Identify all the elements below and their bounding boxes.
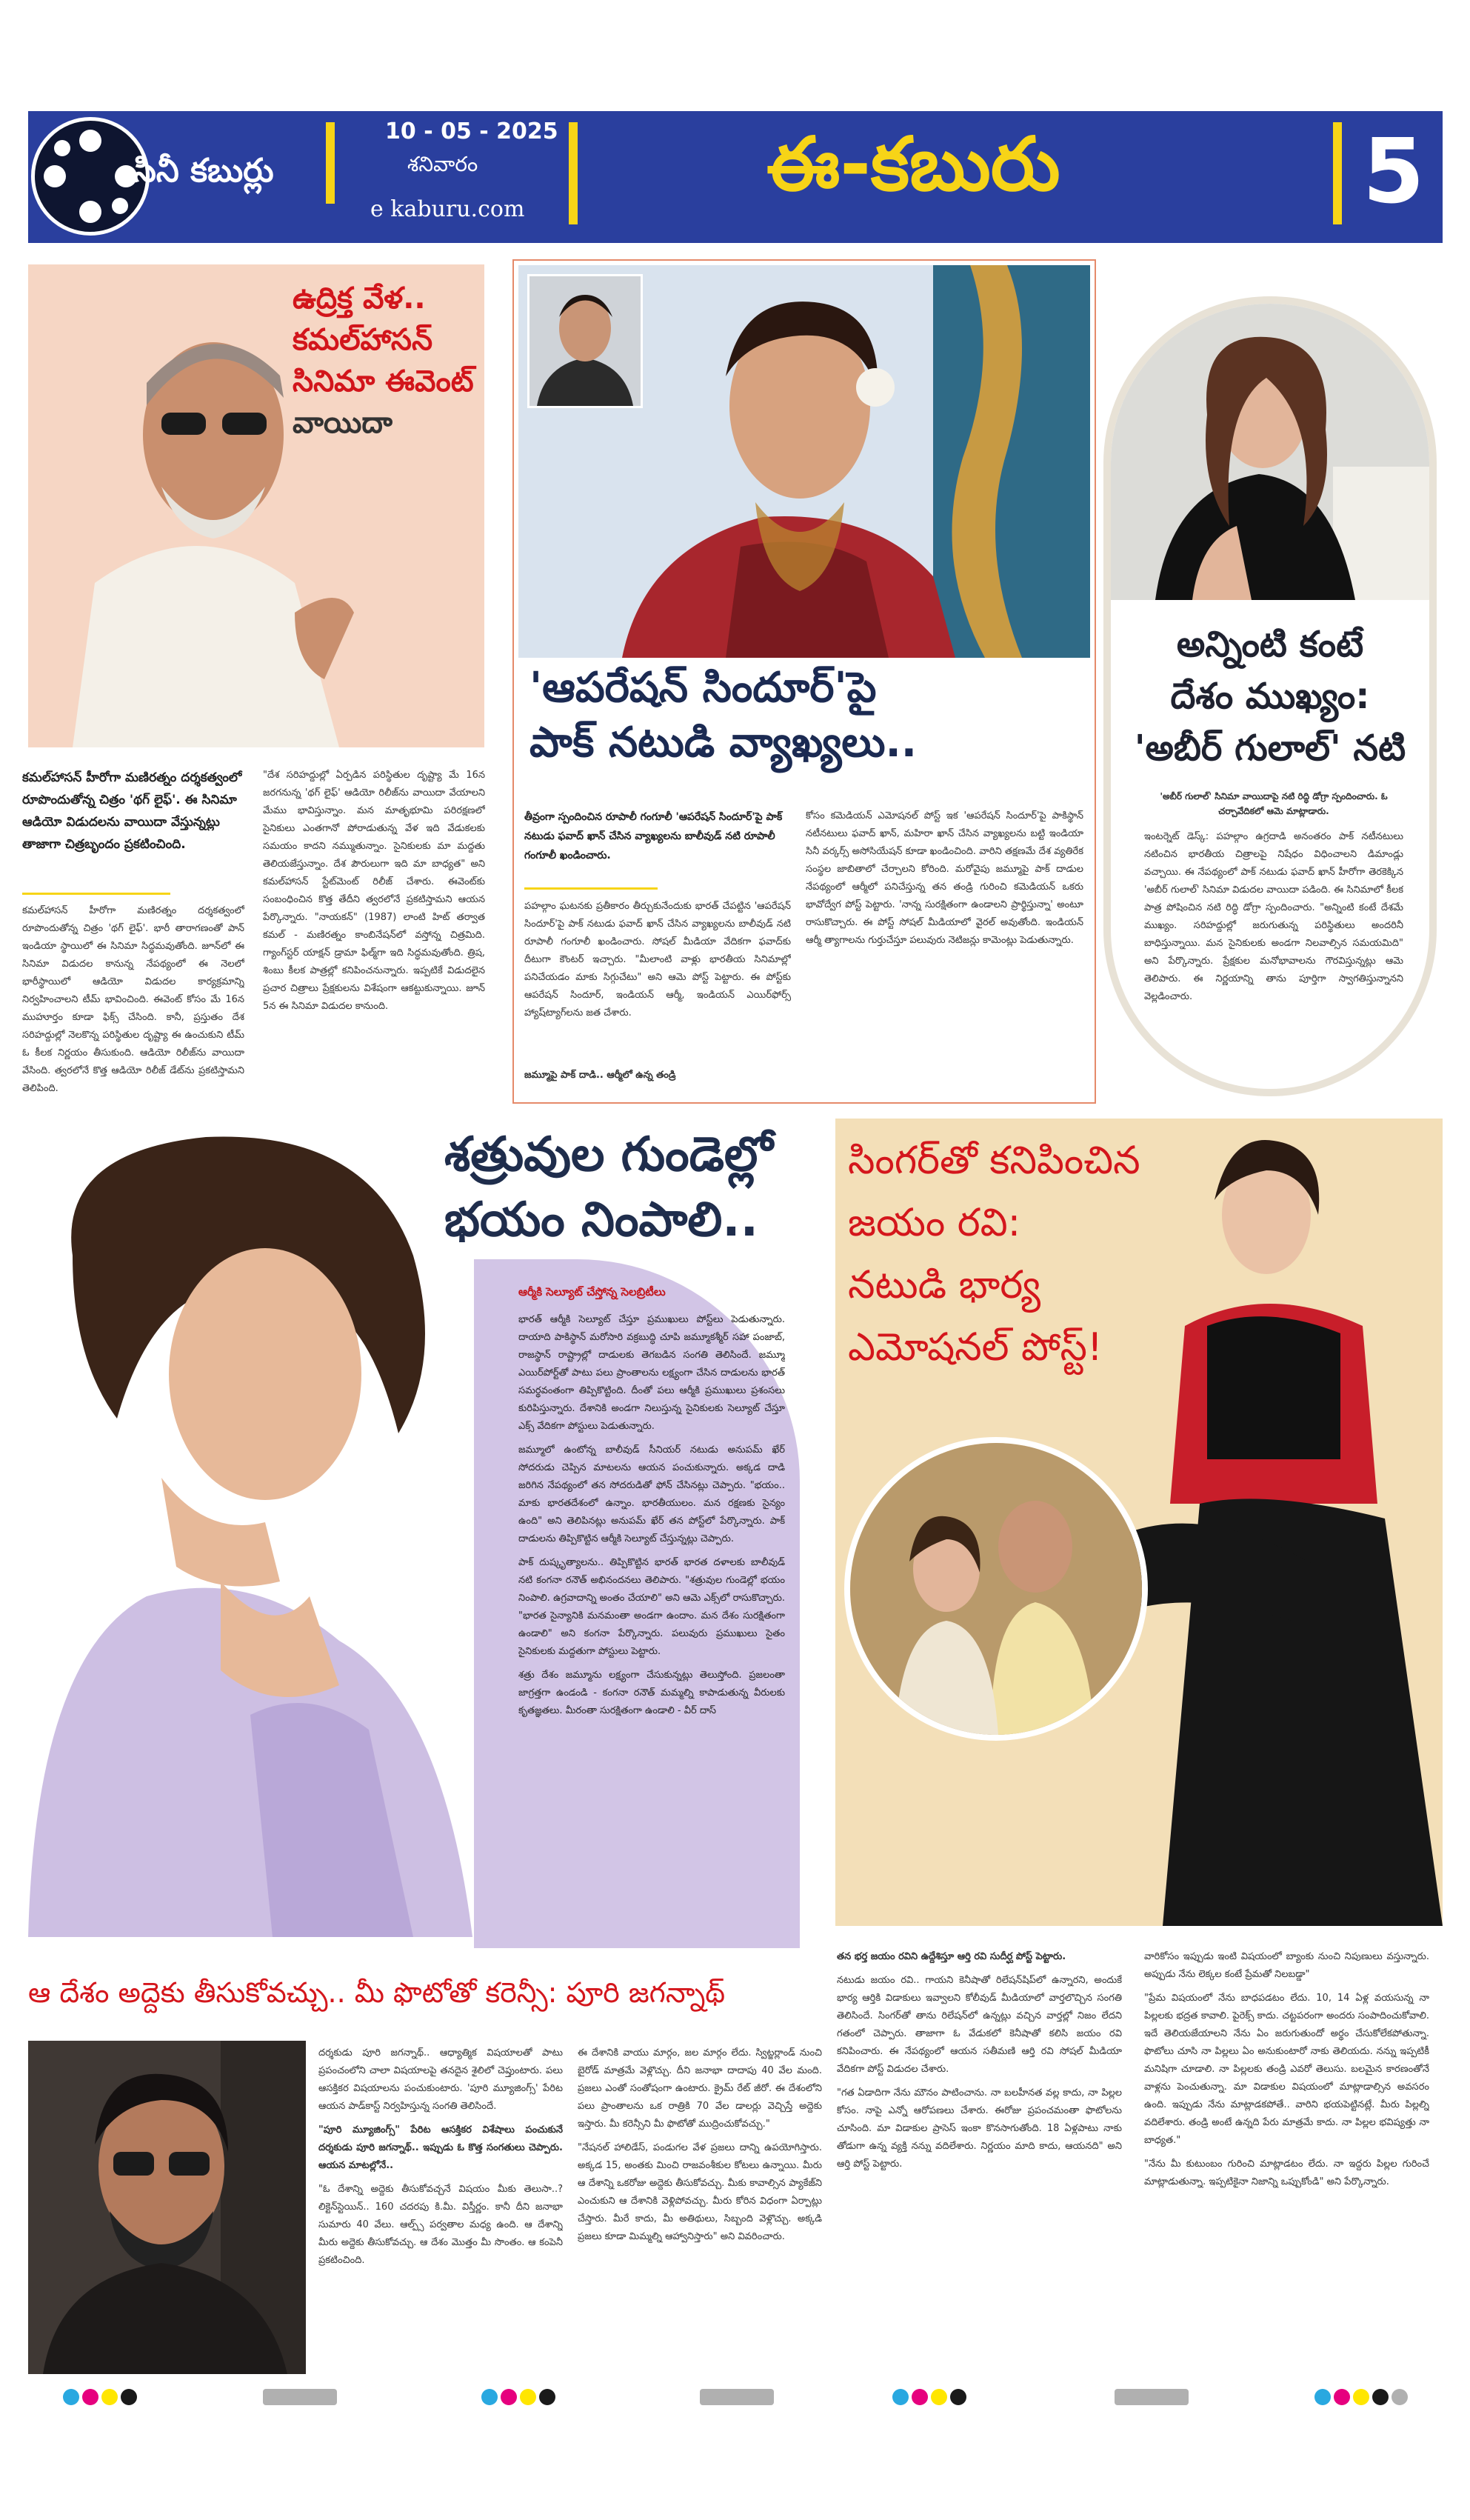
kamal-headline-line: ఉద్రిక్త వేళ.. [293, 281, 426, 316]
print-color-marks [481, 2389, 558, 2408]
kangana-subhead: ఆర్మీకి సెల్యూట్ చేస్తోన్న సెలబ్రిటీలు [518, 1285, 666, 1299]
jayam-headline-line: ఎమోషనల్ పోస్ట్! [848, 1325, 1103, 1370]
print-gray-mark [700, 2389, 774, 2405]
color-mark [63, 2389, 79, 2405]
divider [326, 122, 335, 204]
operation-body-col1: పహల్గాం ఘటనకు ప్రతీకారం తీర్చుకునేందుకు భారత్ చేపట్టిన 'ఆపరేషన్ సిందూర్'పై పాక్ నటుడు ఫవాద్ ఖాన్ చేసిన వ్యాఖ్యలను బాలీవుడ్ నటి రూపాలీ గంగూలీ ఖండించారు. సోషల్ మీడియా వేదికగా ఫవాద్‌కు దీటుగా కౌంటర్ ఇచ్చారు. "మీలాంటి వాళ్లు భారతీయ సినిమాల్లో పనిచేయడం మాకు సిగ్గుచేటు" అని ఆమె పోస్ట్ పెట్టారు. ఈ పోస్ట్‌కు ఆపరేషన్ సిందూర్, ఇండియన్ ఆర్మీ, ఇండియన్ ఎయిర్‌ఫోర్స్ హ్యాష్‌ట్యాగ్‌లను జత చేశారు. [524, 901, 791, 1019]
film-reel-icon [31, 117, 150, 236]
color-mark [1353, 2389, 1369, 2405]
puri-paragraph: "నేషనల్ హాలిడేస్, పండుగల వేళ ప్రజలు దాన్ని ఉపయోగిస్తారు. అక్కడ 15, అంతకు మించి రాజవంశీకుల కోటలు ఉన్నాయి. మీరు ఆ దేశాన్ని ఒకరోజు అద్దెకు తీసుకోవచ్చు. మీకు కావాల్సిన ప్యాకేజ్‌ని ఎంచుకుని ఆ దేశానికి వెళ్లిపోవచ్చు. మీరు కోరిన విధంగా ఏర్పాట్లు చేస్తారు. మీరే కాదు, మీ అతిథులు, సిబ్బంది వెళ్లొచ్చు. అక్కడి ప్రజలు కూడా మిమ్మల్ని ఆహ్వానిస్తారు" అని వివరించారు. [578, 2142, 822, 2242]
jayam-paragraph: "ప్రేమ విషయంలో నేను బాధపడటం లేదు. 10, 14 ఏళ్ల వయసున్న నా పిల్లలకు భద్రత కావాలి. పైరెక్స్ కాదు. చట్టపరంగా అందరు సంపాదించుకోవాలి. ఇదే తెలియజేయాలని నేను ఏం జరుగుతుందో అర్థం చేసుకోలేకపోతున్నా. ఫొటోలు చూసి నా పిల్లలు ఏం అనుకుంటారో నాకు తెలియదు. నన్ను ఇప్పటికీ మనిషిగా చూడాలి. నా పిల్లలకు తండ్రి ఎవరో తెలుసు. బలమైన కారణంతోనే వాళ్లను పెంచుతున్నా. మా విడాకుల విషయంలో మాట్లాడాల్సిన అవసరం ఉంది. ఇప్పుడు నేను మాట్లాడకపోతే.. వారిని భయపెట్టినట్లే. మీరు పిల్లల్ని వదిలేశారు. తండ్రి అంటే ఉన్నది పేరు మాత్రమే కాదు. నా పిల్లల భవిష్యత్తు నా బాధ్యత." [1144, 1993, 1429, 2146]
divider [22, 893, 170, 895]
color-mark [501, 2389, 517, 2405]
issue-date: 10 - 05 - 2025 [385, 119, 558, 144]
kamal-body-col2: "దేశ సరిహద్దుల్లో ఏర్పడిన పరిస్థితుల దృష్ట్యా మే 16న జరగనున్న 'థగ్ లైఫ్' ఆడియో రిలీజ్‌ను వాయిదా వేయాలని మేము భావిస్తున్నాం. మన మాతృభూమి పరిరక్షణలో సైనికులు ఎంతగానో పోరాడుతున్న వేళ ఇది వేడుకలకు సమయం కాదని నమ్ముతున్నాం. సైనికులకు మా మద్దతు తెలియజేస్తున్నాం. దేశ పౌరులుగా ఇది మా బాధ్యత" అని కమల్‌హాసన్ స్టేట్‌మెంట్ రిలీజ్ చేశారు. ఈవెంట్‌కు సంబంధించిన కొత్త తేదీని త్వరలోనే ప్రకటిస్తామని ఆయన పేర్కొన్నారు. "నాయకన్" (1987) లాంటి హిట్ తర్వాత కమల్ - మణిరత్నం కాంబినేషన్‌లో వస్తోన్న చిత్రమిది. గ్యాంగ్‌స్టర్ యాక్షన్ డ్రామా ఫిల్మ్‌గా ఇది సిద్ధమవుతోంది. త్రిష, శింబు కీలక పాత్రల్లో కనిపించనున్నారు. ఇప్పటికే విడుదలైన ప్రచార చిత్రాలు ప్రేక్షకులను విశేషంగా ఆకట్టుకున్నాయి. జూన్ 5న ఈ సినిమా విడుదల కానుంది. [263, 770, 485, 1012]
puri-jagannadh-photo [28, 2041, 306, 2374]
divider [1333, 122, 1342, 224]
puri-paragraph: "పూరి మ్యూజింగ్స్" పేరిట ఆసక్తికర విశేషాలు పంచుకునే దర్శకుడు పూరి జగన్నాథ్.. ఇప్పుడు ఓ కొత్త సంగతులు చెప్పారు. ఆయన మాటల్లోనే.. [318, 2124, 563, 2171]
issue-weekday: శనివారం [407, 152, 478, 176]
page-number: 5 [1363, 121, 1425, 224]
print-color-marks [63, 2389, 140, 2408]
jayam-paragraph: "గత ఏడాదిగా నేను మౌనం పాటించాను. నా బలహీనత వల్ల కాదు, నా పిల్లల కోసం. నాపై ఎన్నో ఆరోపణలు చేశారు. ఈరోజు ప్రపంచమంతా ఫొటోలను చూసింది. మా విడాకుల ప్రాసెస్ ఇంకా కొనసాగుతోంది. 18 ఏళ్లపాటు నాకు తోడుగా ఉన్న వ్యక్తి నన్ను వదిలేశారు. నిర్ణయం మాది కాదు, ఆయనది" అని ఆర్తి పోస్ట్ పెట్టారు. [837, 2087, 1122, 2170]
jayam-paragraph: వారికోసం ఇప్పుడు ఇంటి విషయంలో బ్యాంకు నుంచి నిపుణులు వస్తున్నారు. అప్పుడు నేను లెక్కల కంటే ప్రేమతో నిలబడ్డా" [1144, 1951, 1429, 1980]
operation-lead: తీవ్రంగా స్పందించిన రూపాలీ గంగూలీ 'ఆపరేషన్ సిందూర్'పై పాక్ నటుడు ఫవాద్ ఖాన్ చేసిన వ్యాఖ్యలను బాలీవుడ్ నటి రూపాలీ గంగూలీ ఖండించారు. [524, 811, 783, 861]
print-color-marks [892, 2389, 969, 2408]
color-mark [82, 2389, 98, 2405]
divider [569, 122, 578, 224]
color-mark [121, 2389, 137, 2405]
kamal-headline-line: సినిమా ఈవెంట్ [293, 364, 474, 399]
operation-headline-line: పాక్ నటుడి వ్యాఖ్యలు.. [529, 719, 917, 767]
jayam-ravi-kenisha-photo [844, 1437, 1148, 1741]
puri-paragraph: "ఓ దేశాన్ని అద్దెకు తీసుకోవచ్చనే విషయం మీకు తెలుసా..? లిక్టెన్‌స్టెయిన్.. 160 చదరపు కి.మీ. విస్తీర్ణం. కానీ దీని జనాభా సుమారు 40 వేలు. ఆల్ప్స్ పర్వతాల మధ్య ఉంది. ఆ దేశాన్ని మీరు అద్దెకు తీసుకోవచ్చు. ఆ దేశం మొత్తం మీ సొంతం. ఆ కంపెనీ ప్రకటించింది. [318, 2184, 563, 2266]
kangana-headline-line: శత్రువుల గుండెల్లో [444, 1127, 773, 1182]
kamal-lead: కమల్‌హాసన్ హీరోగా మణిరత్నం దర్శకత్వంలో రూపొందుతోన్న చిత్రం 'థగ్ లైఫ్'. ఈ సినిమా ఆడియో విడుదలను వాయిదా వేస్తున్నట్లు తాజాగా చిత్రబృందం ప్రకటించింది. [22, 770, 242, 852]
kangana-paragraph: భారత్ ఆర్మీకి సెల్యూట్ చేస్తూ ప్రముఖులు పోస్ట్‌లు పెడుతున్నారు. దాయాది పాకిస్థాన్ మరోసారి వక్రబుద్ధి చూపి జమ్మూకశ్మీర్ సహా పంజాబ్, రాజస్థాన్ రాష్ట్రాల్లో దాడులకు తెగబడిన సంగతి తెలిసిందే. జమ్మూ ఎయిర్‌పోర్ట్‌తో పాటు పలు ప్రాంతాలను లక్ష్యంగా చేసిన దాడులను భారత్ సమర్థవంతంగా తిప్పికొట్టింది. దీంతో పలు ఆర్మీకి ప్రముఖులు ప్రశంసలు కురిపిస్తున్నారు. దేశానికి అండగా నిలుస్తున్న సైనికులకు సెల్యూట్ చేస్తూ ఎక్స్ వేదికగా పోస్టులు పెడుతున్నారు. [518, 1314, 785, 1432]
color-mark [1372, 2389, 1389, 2405]
kamal-headline-line: వాయిదా [293, 406, 392, 440]
color-mark [481, 2389, 498, 2405]
website-url: e kaburu.com [370, 196, 525, 222]
jayam-headline-line: సింగర్‌తో కనిపించిన [848, 1139, 1140, 1183]
abir-headline-line: అన్నింటి కంటే [1176, 624, 1364, 665]
kangana-paragraph: పాక్ దుష్కృత్యాలను.. తిప్పికొట్టిన భారత్ భారత దళాలకు బాలీవుడ్ నటి కంగనా రనౌత్ అభినందనలు తెలిపారు. "శత్రువుల గుండెల్లో భయం నింపాలి. ఉగ్రవాదాన్ని అంతం చేయాలి" అని ఆమె ఎక్స్‌లో రాసుకొచ్చారు. "భారత సైన్యానికి మనమంతా అండగా ఉందాం. మన దేశం సురక్షితంగా ఉండాలి" అని కంగనా పేర్కొన్నారు. పలువురు ప్రముఖులు సైతం సైనికులకు మద్దతుగా పోస్టులు పెట్టారు. [518, 1557, 785, 1657]
print-color-marks [1314, 2389, 1411, 2408]
color-mark [912, 2389, 928, 2405]
brand-name: సినీ కబుర్లు [133, 152, 274, 190]
color-mark [1314, 2389, 1331, 2405]
print-gray-mark [263, 2389, 337, 2405]
operation-subhead: జమ్మూపై పాక్ దాడి.. ఆర్మీలో ఉన్న తండ్రి [524, 1070, 676, 1081]
color-mark [931, 2389, 947, 2405]
color-mark [539, 2389, 555, 2405]
kamal-body-col1: కమల్‌హాసన్ హీరోగా మణిరత్నం దర్శకత్వంలో రూపొందుతోన్న చిత్రం 'థగ్ లైఫ్'. భారీ తారాగణంతో పాన్ ఇండియా స్థాయిలో ఈ సినిమా సిద్ధమవుతోంది. జూన్‌లో ఈ సినిమా విడుదల కానున్న నేపథ్యంలో ఈ నెలలో భారీస్థాయిలో ఆడియో విడుదల కార్యక్రమాన్ని నిర్వహించాలని టీమ్ భావించింది. ఈవెంట్ కోసం మే 16న ముహూర్తం కూడా ఫిక్స్ చేసింది. కానీ, ప్రస్తుతం దేశ సరిహద్దుల్లో నెలకొన్న పరిస్థితుల దృష్ట్యా ఈ ఉంచుకుని టీమ్ ఓ కీలక నిర్ణయం తీసుకుంది. ఆడియో రిలీజ్‌ను వాయిదా వేసింది. త్వరలోనే కొత్త ఆడియో రిలీజ్ డేట్‌ను ప్రకటిస్తామని తెలిపింది. [22, 905, 244, 1094]
abir-body: ఇంటర్నెట్ డెస్క్: పహల్గాం ఉగ్రదాడి అనంతరం పాక్ నటీనటులు నటించిన భారతీయ చిత్రాలపై నిషేధం విధించాలని డిమాండ్లు వచ్చాయి. ఈ నేపథ్యంలో పాక్ నటుడు ఫవాద్ ఖాన్ హీరోగా తెరకెక్కిన 'అబీర్ గులాల్' సినిమా విడుదల వాయిదా పడింది. ఈ సినిమాలో కీలక పాత్ర పోషించిన నటి రిద్ధి డోగ్రా స్పందించారు. "అన్నింటి కంటే దేశమే ముఖ్యం. సరిహద్దుల్లో జరుగుతున్న పరిస్థితులు అందరినీ బాధిస్తున్నాయి. మన సైనికులకు అండగా నిలవాల్సిన సమయమిది" అని పేర్కొన్నారు. ప్రేక్షకుల మనోభావాలను గౌరవిస్తున్నట్లు ఆమె తెలిపారు. ఈ నిర్ణయాన్ని తాను పూర్తిగా స్వాగతిస్తున్నానని వెల్లడించారు. [1144, 831, 1403, 1002]
kamal-headline-line: కమల్‌హాసన్ [293, 323, 433, 357]
jayam-paragraph: తన భర్త జయం రవిని ఉద్దేశిస్తూ ఆర్తి రవి సుదీర్ఘ పోస్ట్ పెట్టారు. [837, 1951, 1066, 1962]
kangana-ranaut-photo [28, 1122, 510, 1937]
fawad-khan-photo [527, 274, 643, 408]
jayam-headline-line: జయం రవి: [848, 1201, 1021, 1245]
puri-paragraph: ఈ దేశానికి వాయు మార్గం, జల మార్గం లేదు. స్విట్జర్లాండ్ నుంచి బైరోడ్ మాత్రమే వెళ్లొచ్చు. దీని జనాభా దాదాపు 40 వేల మంది. ప్రజలు ఎంతో సంతోషంగా ఉంటారు. క్రైమ్ రేట్ జీరో. ఈ దేశంలోని పలు ప్రాంతాలను ఒక రాత్రికి 70 వేల డాలర్లు వెచ్చిస్తే అద్దెకు ఇస్తారు. మీ కరెన్సీని మీ ఫొటోతో ముద్రించుకోవచ్చు." [578, 2047, 822, 2130]
abir-headline-line: 'అబీర్ గులాల్' నటి [1134, 727, 1406, 769]
abir-caption: 'అబీర్ గులాల్' సినిమా వాయిదాపై నటి రిద్ధి డోగ్రా స్పందించారు. ఓ చర్చావేదికలో ఆమె మాట్లాడారు. [1160, 791, 1388, 816]
color-mark [1392, 2389, 1408, 2405]
color-mark [520, 2389, 536, 2405]
puri-paragraph: దర్శకుడు పూరి జగన్నాథ్.. ఆధ్యాత్మిక విషయాలతో పాటు ప్రపంచంలోని చాలా విషయాలపై తనదైన శైలిలో చెప్తుంటారు. పలు ఆసక్తికర విషయాలను పంచుకుంటారు. 'పూరి మ్యూజింగ్స్' పేరిట ఆయన పాడ్‌కాస్ట్ నిర్వహిస్తున్న సంగతి తెలిసిందే. [318, 2047, 563, 2112]
jayam-headline-line: నటుడి భార్య [848, 1263, 1041, 1307]
jayam-paragraph: నటుడు జయం రవి.. గాయని కెనీషాతో రిలేషన్‌షిప్‌లో ఉన్నారని, అందుకే భార్య ఆర్తికి విడాకులు ఇవ్వాలని కోలీవుడ్ మీడియాలో వార్తలొచ్చిన సంగతి తెలిసిందే. సింగర్‌తో తాను రిలేషన్‌లో ఉన్నట్లు వచ్చిన వార్తల్లో నిజం లేదని గతంలో చెప్పారు. తాజాగా ఓ వేడుకలో కెనీషాతో కలిసి జయం రవి కనిపించారు. ఈ నేపథ్యంలో ఆయన సతీమణి ఆర్తి రవి సోషల్ మీడియా వేదికగా పోస్ట్ విడుదల చేశారు. [837, 1975, 1122, 2075]
jayam-paragraph: "నేను మీ కుటుంబం గురించి మాట్లాడటం లేదు. నా ఇద్దరు పిల్లల గురించే మాట్లాడుతున్నా. ఇప్పటికైనా నిజాన్ని ఒప్పుకోండి" అని పేర్కొన్నారు. [1144, 2159, 1429, 2187]
color-mark [892, 2389, 909, 2405]
kangana-headline-line: భయం నింపాలి.. [444, 1193, 758, 1247]
puri-headline: ఆ దేశం అద్దెకు తీసుకోవచ్చు.. మీ ఫొటోతో కరెన్సీ: పూరి జగన్నాథ్ [28, 1976, 726, 2009]
newspaper-title: ఈ-కబురు [766, 121, 1060, 207]
kangana-paragraph: శత్రు దేశం జమ్మూను లక్ష్యంగా చేసుకున్నట్లు తెలుస్తోంది. ప్రజలంతా జాగ్రత్తగా ఉండండి - కంగనా రనౌత్ మమ్మల్ని కాపాడుతున్న వీరులకు కృతజ్ఞతలు. మీరంతా సురక్షితంగా ఉండాలి - వీర్ దాస్ [518, 1670, 785, 1716]
print-gray-mark [1115, 2389, 1189, 2405]
divider [524, 887, 658, 890]
color-mark [950, 2389, 966, 2405]
operation-body-col2: కోసం కమెడియన్ ఎమోషనల్ పోస్ట్ ఇక 'ఆపరేషన్ సిందూర్'పై పాకిస్థాన్ నటీనటులు ఫవాద్ ఖాన్, మహిరా ఖాన్ చేసిన వ్యాఖ్యలను బట్టి ఇండియా సినీ వర్కర్స్ అసోసియేషన్ కూడా ఖండించింది. వారిని తక్షణమే దేశ వ్యతిరేక సంస్థల జాబితాలో చేర్చాలని కోరింది. మరోవైపు జమ్మూపై పాక్ దాడుల నేపథ్యంలో ఆర్మీలో పనిచేస్తున్న తన తండ్రి గురించి కమెడియన్ ఒకరు భావోద్వేగ పోస్ట్ పెట్టారు. 'నాన్న సురక్షితంగా ఉండాలని ప్రార్థిస్తున్నా' అంటూ రాసుకొచ్చారు. ఈ పోస్ట్ సోషల్ మీడియాలో వైరల్ అవుతోంది. ఇండియన్ ఆర్మీ త్యాగాలను గుర్తుచేస్తూ పలువురు నెటిజన్లు కామెంట్లు పెడుతున్నారు. [806, 810, 1083, 946]
abir-headline-line: దేశం ముఖ్యం: [1170, 676, 1370, 717]
kangana-paragraph: జమ్మూలో ఉంటోన్న బాలీవుడ్ సీనియర్ నటుడు అనుపమ్ ఖేర్ సోదరుడు చెప్పిన మాటలను ఆయన పంచుకున్నారు. అక్కడ దాడి జరిగిన నేపథ్యంలో తన సోదరుడితో ఫోన్ చేసినట్లు చెప్పారు. "భయం.. మాకు భారతదేశంలో ఉన్నాం. భారతీయులం. మన రక్షణకు సైన్యం ఉంది" అని తెలిపినట్లు అనుపమ్ ఖేర్ తన పోస్ట్‌లో పేర్కొన్నారు. పాక్ దాడులను తిప్పికొట్టిన ఆర్మీకి సెల్యూట్ చేస్తున్నట్లు చెప్పారు. [518, 1444, 785, 1544]
color-mark [1334, 2389, 1350, 2405]
operation-headline-line: 'ఆపరేషన్ సిందూర్'పై [529, 664, 877, 712]
color-mark [101, 2389, 118, 2405]
